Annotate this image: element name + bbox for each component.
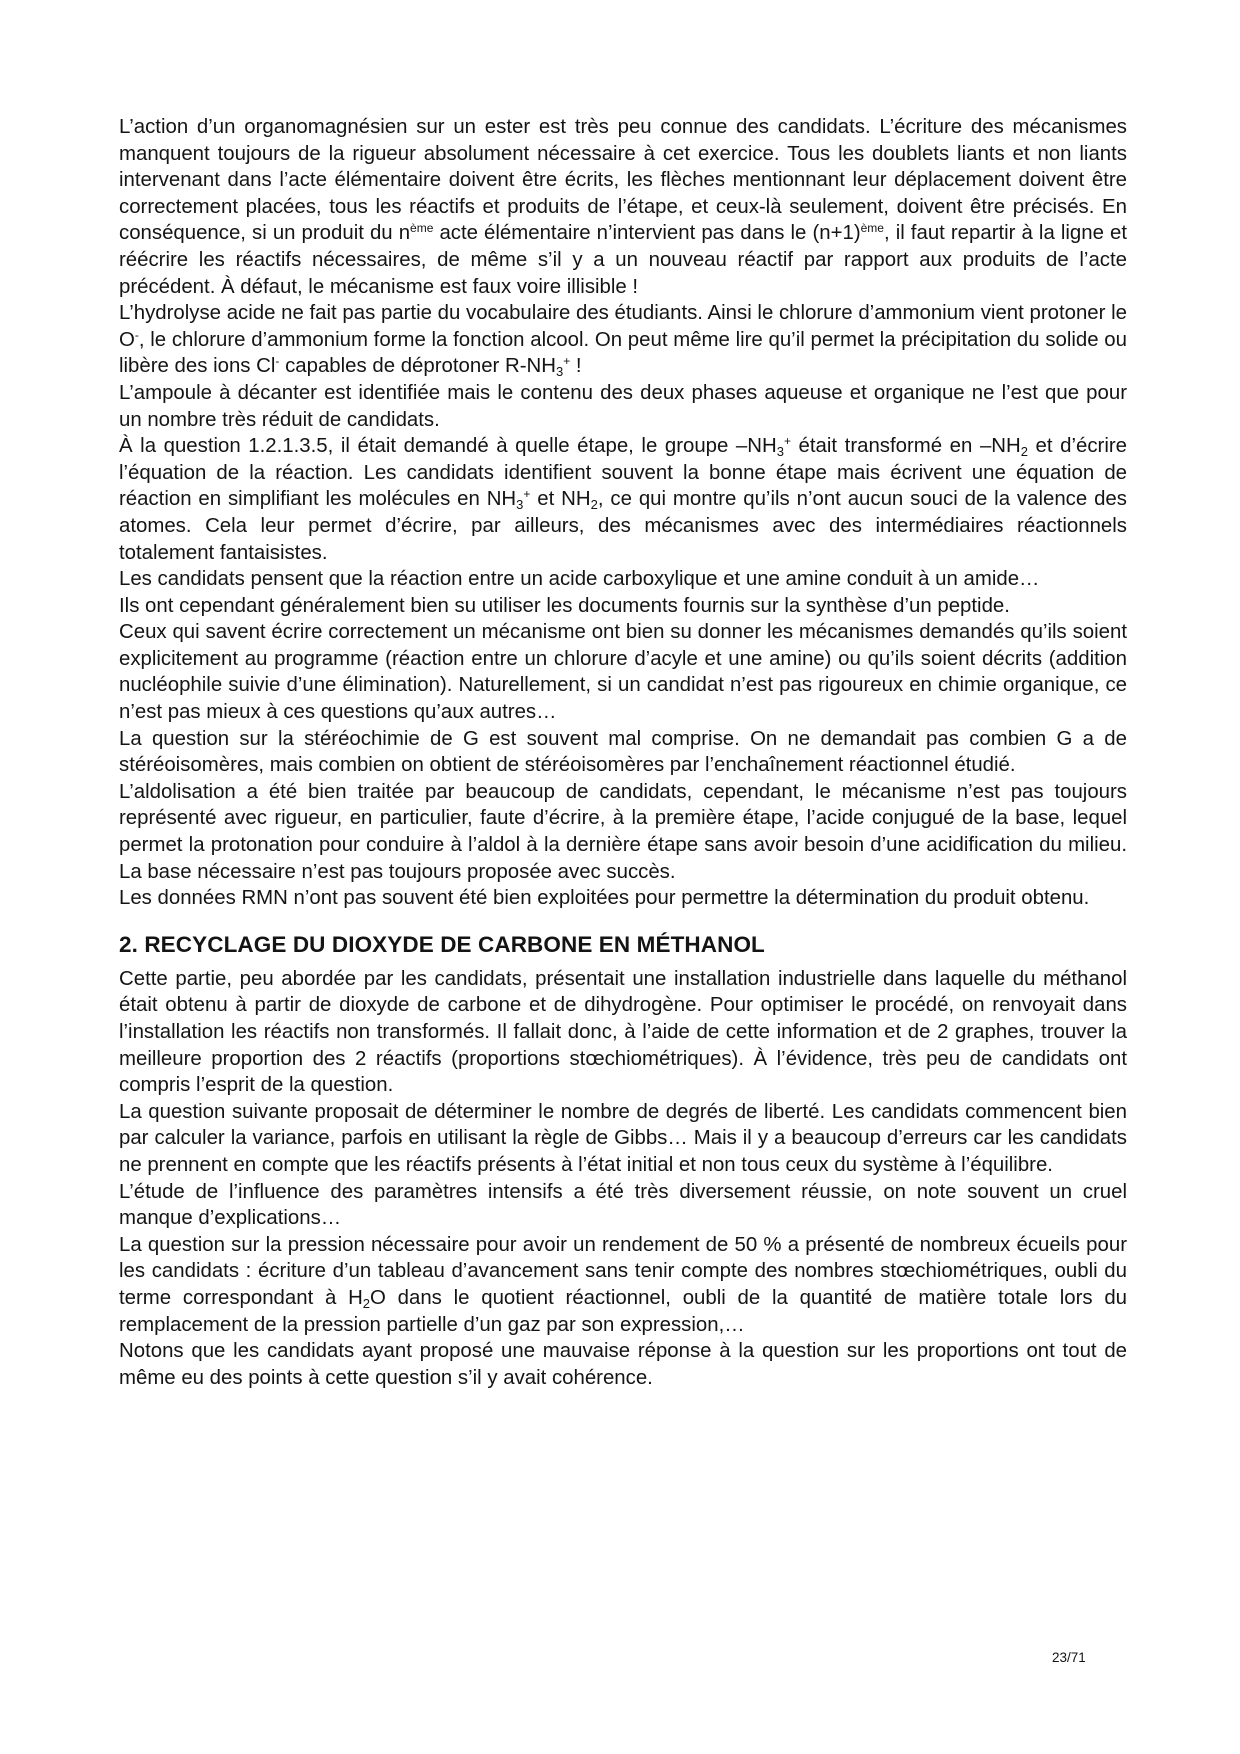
paragraph-rmn: Les données RMN n’ont pas souvent été bien exploitées pour permettre la détermination du produit obtenu. bbox=[119, 887, 1090, 910]
paragraph-aldolisation: L’aldolisation a été bien traitée par beaucoup de candidats, cependant, le mécanisme n’est pas toujours représenté avec rigueur, en particulier, faute d’écrire, à la première étape, l’acide conjugué de la base, lequel permet la protonation pour conduire à l’aldol à la dernière étape sans avoir besoin d’une acidification du milieu. La base nécessaire n’est pas toujours proposée avec succès. bbox=[119, 780, 1127, 883]
paragraph-proportions: Notons que les candidats ayant proposé une mauvaise réponse à la question sur les proportions ont tout de même eu des points à cette question s’il y avait cohérence. bbox=[119, 1340, 1127, 1389]
paragraph-organomagnesien: L’action d’un organomagnésien sur un ester est très peu connue des candidats. L’écriture des mécanismes manquent toujours de la rigueur absolument nécessaire à cet exercice. Tous les doublets liants et non liants intervenant dans l’acte élémentaire doivent être écrits, les flèches mentionnant leur déplacement doivent être correctement placées, tous les réactifs et produits de l’étape, et ceux-là seulement, doivent être précisés. En conséquence, si un produit du $n^{ème}$ acte élémentaire n’intervient pas dans le $(n+1)^{ème}$, il faut repartir à la ligne et réécrire les réactifs nécessaires, de même s’il y a un nouveau réactif par rapport aux produits de l’acte précédent. À défaut, le mécanisme est faux voire illisible ! bbox=[119, 116, 1127, 298]
paragraph-peptide: Ils ont cependant généralement bien su utiliser les documents fournis sur la synthèse d’un peptide. bbox=[119, 594, 1010, 617]
paragraph-ampoule: L’ampoule à décanter est identifiée mais le contenu des deux phases aqueuse et organique ne l’est que pour un nombre très réduit de candidats. bbox=[119, 381, 1127, 431]
paragraph-question-1-2-1-3-5: À la question 1.2.1.3.5, il était demandé à quelle étape, le groupe $-NH_3^+$ était transformé en $-NH_2$ et d’écrire l’équation de la réaction. Les candidats identifient souvent la bonne étape mais écrivent une équation de réaction en simplifiant les molécules en $NH_3^+$ et $NH_2$, ce qui montre qu’ils n’ont aucun souci de la valence des atomes. Cela leur permet d’écrire, par ailleurs, des mécanismes avec des intermédiaires réactionnels totalement fantaisistes. bbox=[119, 434, 1127, 564]
paragraph-mecanismes: Ceux qui savent écrire correctement un mécanisme ont bien su donner les mécanismes demandés qu’ils soient explicitement au programme (réaction entre un chlorure d’acyle et une amine) ou qu’ils soient décrits (addition nucléophile suivie d’une élimination). Naturellement, si un candidat n’est pas rigoureux en chimie organique, ce n’est pas mieux à ces questions qu’aux autres… bbox=[119, 621, 1127, 724]
page-number: 23/71 bbox=[1052, 1650, 1086, 1665]
paragraph-stereochimie: La question sur la stéréochimie de G est souvent mal comprise. On ne demandait pas combien G a de stéréoisomères, mais combien on obtient de stéréoisomères par l’enchaînement réactionnel étudié. bbox=[119, 727, 1127, 777]
document-page bbox=[119, 114, 1127, 1391]
paragraph-hydrolyse: L’hydrolyse acide ne fait pas partie du vocabulaire des étudiants. Ainsi le chlorure d’ammonium vient protoner le O-, le chlorure d’ammonium forme la fonction alcool. On peut même lire qu’il permet la précipitation du solide ou libère des ions Cl- capables de déprotoner $R-NH_3^+$ ! bbox=[119, 302, 1127, 380]
section-heading: 2. RECYCLAGE DU DIOXYDE DE CARBONE EN MÉTHANOL bbox=[119, 931, 765, 957]
paragraph-installation: Cette partie, peu abordée par les candidats, présentait une installation industrielle dans laquelle du méthanol était obtenu à partir de dioxyde de carbone et de dihydrogène. Pour optimiser le procédé, on renvoyait dans l’installation les réactifs non transformés. Il fallait donc, à l’aide de cette information et de 2 graphes, trouver la meilleure proportion des 2 réactifs (proportions stœchiométriques). À l’évidence, très peu de candidats ont compris l’esprit de la question. bbox=[119, 967, 1127, 1097]
paragraph-parametres-intensifs: L’étude de l’influence des paramètres intensifs a été très diversement réussie, on note souvent un cruel manque d’explications… bbox=[119, 1180, 1127, 1230]
paragraph-degres-liberte: La question suivante proposait de déterminer le nombre de degrés de liberté. Les candidats commencent bien par calculer la variance, parfois en utilisant la règle de Gibbs… Mais il y a beaucoup d’erreurs car les candidats ne prennent en compte que les réactifs présents à l’état initial et non tous ceux du système à l’équilibre. bbox=[119, 1100, 1127, 1176]
paragraph-amide: Les candidats pensent que la réaction entre un acide carboxylique et une amine conduit à un amide… bbox=[119, 568, 1040, 591]
paragraph-pression: La question sur la pression nécessaire pour avoir un rendement de 50 % a présenté de nombreux écueils pour les candidats : écriture d’un tableau d’avancement sans tenir compte des nombres stœchiométriques, oubli du terme correspondant à $H_2O$ dans le quotient réactionnel, oubli de la quantité de matière totale lors du remplacement de la pression partielle d’un gaz par son expression,… bbox=[119, 1233, 1127, 1336]
